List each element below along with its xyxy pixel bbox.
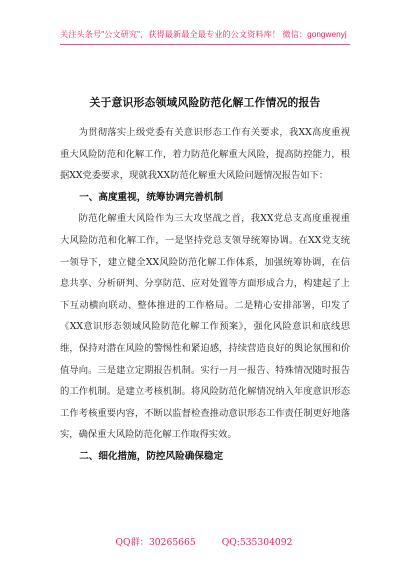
section-1-paragraph: 防范化解重大风险作为三大攻坚战之首，我XX党总支高度重视重大风险防范和化解工作，一是坚持党总支领导统筹协调。在XX党支统一领导下，建立健全XX风险防范化解工作体系，加强统筹协调，在信息共享、分析研判、分享防范、应对处置等方面形成合力，构建起了上下互动横向联动、整体推进的工作格局。二是精心安排部署，印发了《XX意识形态领域风险防范化解工作预案》，强化风险意识和底线思维，保持对潜在风险的警惕性和紧迫感，持续营造良好的舆论氛围和价值导向。三是建立定期报告机制。实行一月一报告、特殊情况随时报告的工作机制。是建立考核机制。将风险防范化解情况纳入年度意识形态工作考核重要内容，不断以监督检查推动意识形态工作责任制更好地落实，确保重大风险防范化解工作取得实效。	[60, 213, 350, 441]
footer-contact	[0, 534, 408, 548]
header-divider	[60, 44, 350, 45]
section-heading-2: 二、细化措施，防控风险确保稳定	[79, 450, 224, 462]
section-heading-1: 一、高度重视，统筹协调完善机制	[79, 191, 224, 203]
intro-paragraph: 为贯彻落实上级党委有关意识形态工作有关要求，我XX高度重视重大风险防范和化解工作，着力防范化解重大风险，提高防控能力，根据XX党委要求，现就我XX防范化解重大风险问题情况报告如下：	[60, 127, 350, 182]
document-body	[60, 122, 350, 468]
footer-qq-group: QQ群：30265665	[115, 537, 196, 548]
header-banner: 关注头条号"公文研究"，获得最新最全最专业的公文资料库！ 微信：gongwenyj	[60, 30, 347, 39]
footer-qq-number: QQ:535304092	[221, 537, 293, 548]
document-title: 关于意识形态领域风险防范化解工作情况的报告	[89, 96, 321, 109]
